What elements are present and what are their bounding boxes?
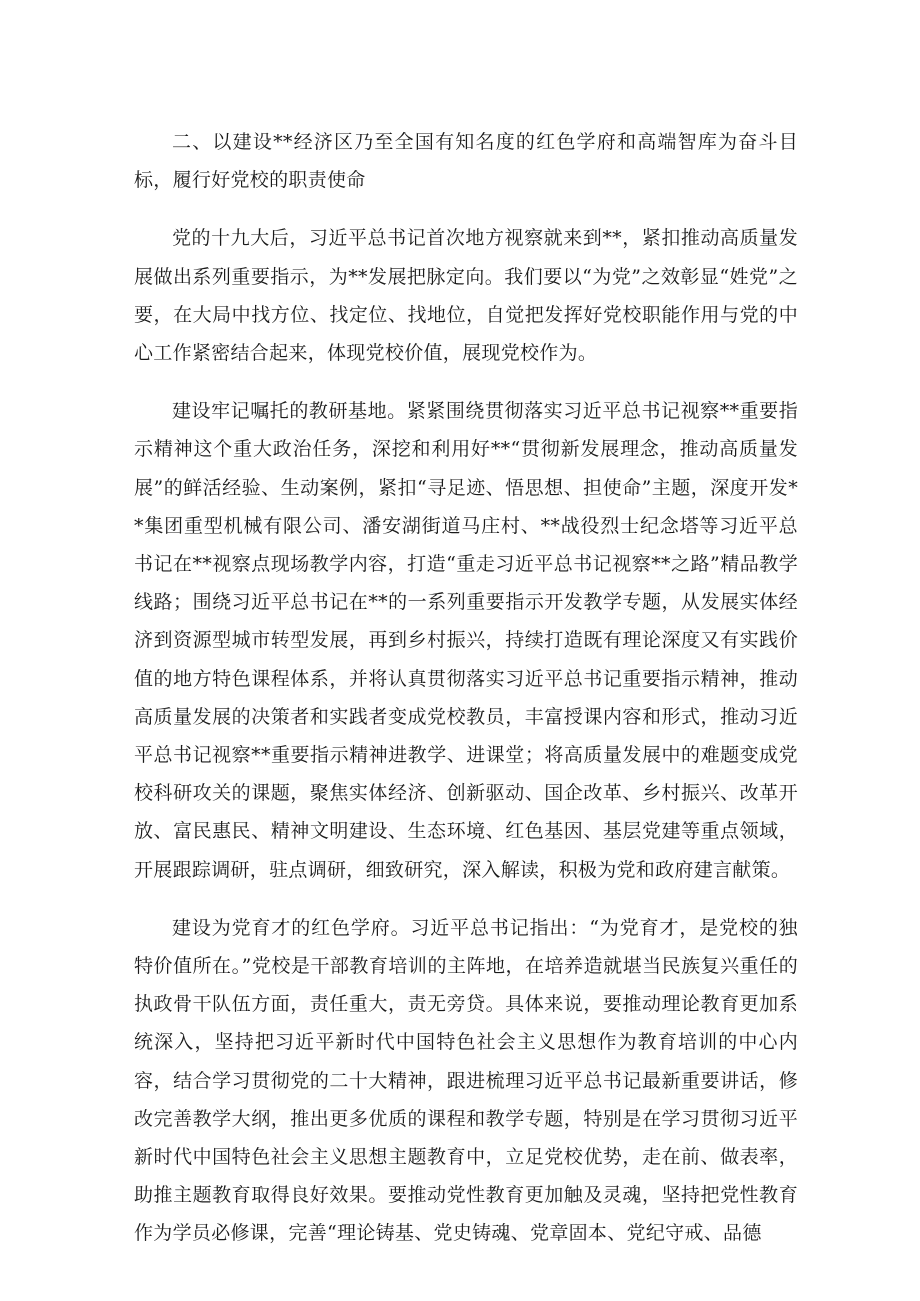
paragraph-red-academy: 建设为党育才的红色学府。习近平总书记指出：“为党育才，是党校的独特价值所在。”党校是干部教育培训的主阵地，在培养造就堪当民族复兴重任的执政骨干队伍方面，责任重大，责无旁贷。具体来说，要推动理论教育更加系统深入，坚持把习近平新时代中国特色社会主义思想作为教育培训的中心内容，结合学习贯彻党的二十大精神，跟进梳理习近平总书记最新重要讲话，修改完善教学大纲，推出更多优质的课程和教学专题，特别是在学习贯彻习近平新时代中国特色社会主义思想主题教育中，立足党校优势，走在前、做表率，助推主题教育取得良好效果。要推动党性教育更加触及灵魂，坚持把党性教育作为学员必修课，完善“理论铸基、党史铸魂、党章固本、党纪守戒、品德 xyxy=(134,916,798,1245)
paragraph-teaching-research-base: 建设牢记嘱托的教研基地。紧紧围绕贯彻落实习近平总书记视察**重要指示精神这个重大政治任务，深挖和利用好**“贯彻新发展理念，推动高质量发展”的鲜活经验、生动案例，紧扣“寻足迹、悟思想、担使命”主题，深度开发**集团重型机械有限公司、潘安湖街道马庄村、**战役烈士纪念塔等习近平总书记在**视察点现场教学内容，打造“重走习近平总书记视察**之路”精品教学线路；围绕习近平总书记在**的一系列重要指示开发教学专题，从发展实体经济到资源型城市转型发展，再到乡村振兴，持续打造既有理论深度又有实践价值的地方特色课程体系，并将认真贯彻落实习近平总书记重要指示精神，推动高质量发展的决策者和实践者变成党校教员，丰富授课内容和形式，推动习近平总书记视察**重要指示精神进教学、进课堂；将高质量发展中的难题变成党校科研攻关的课题，聚焦实体经济、创新驱动、国企改革、乡村振兴、改革开放、富民惠民、精神文明建设、生态环境、红色基因、基层党建等重点领域，开展跟踪调研，驻点调研，细致研究，深入解读，积极为党和政府建言献策。 xyxy=(134,400,798,881)
section-heading: 二、以建设**经济区乃至全国有知名度的红色学府和高端智库为奋斗目标，履行好党校的职责使命 xyxy=(134,131,798,192)
paragraph-intro: 党的十九大后，习近平总书记首次地方视察就来到**，紧扣推动高质量发展做出系列重要指示，为**发展把脉定向。我们要以“为党”之效彰显“姓党”之要，在大局中找方位、找定位、找地位，自觉把发挥好党校职能作用与党的中心工作紧密结合起来，体现党校价值，展现党校作为。 xyxy=(134,227,798,365)
